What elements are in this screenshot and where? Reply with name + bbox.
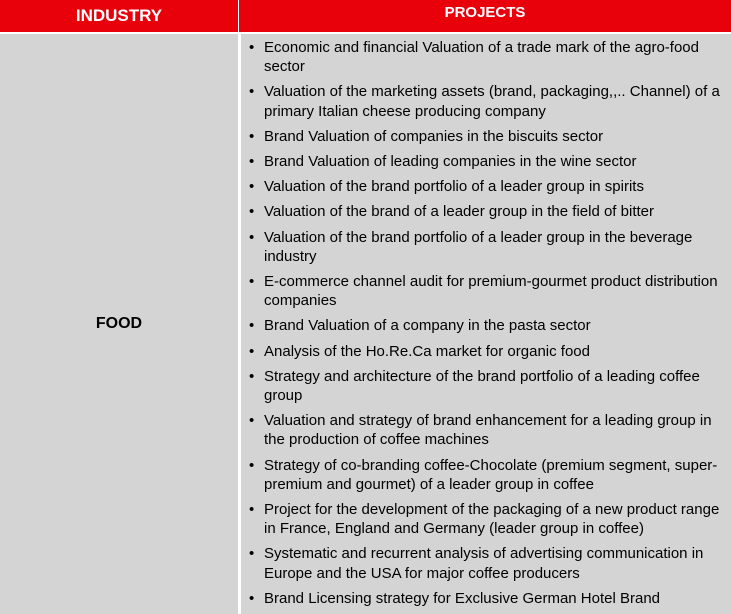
- project-text: Strategy and architecture of the brand portfolio of a leading coffee group: [264, 367, 700, 405]
- bullet-icon: •: [249, 83, 255, 101]
- project-text: Valuation of the marketing assets (brand, packaging,,.. Channel) of a primary Italian cheese producing company: [264, 83, 720, 120]
- bullet-icon: •: [249, 589, 255, 607]
- bullet-icon: •: [249, 228, 255, 246]
- project-text: Economic and financial Valuation of a trade mark of the agro-food sector: [264, 39, 699, 76]
- project-item: [247, 228, 725, 266]
- bullet-icon: •: [249, 203, 255, 221]
- project-item: [247, 316, 725, 335]
- table-row: [0, 34, 731, 614]
- project-item: [247, 152, 725, 171]
- bullet-icon: •: [249, 127, 255, 145]
- bullet-icon: •: [249, 153, 255, 171]
- bullet-icon: •: [249, 342, 255, 360]
- industry-cell: [0, 34, 238, 614]
- project-text: Strategy of co-branding coffee-Chocolate (premium segment, super-premium and gourmet) of a leader group in coffee: [264, 456, 718, 493]
- project-item: [247, 544, 725, 582]
- project-text: Analysis of the Ho.Re.Ca market for organic food: [264, 342, 590, 360]
- project-item: [247, 38, 725, 76]
- project-item: [247, 500, 725, 538]
- project-text: Brand Valuation of a company in the pasta sector: [264, 317, 591, 335]
- project-text: Brand Licensing strategy for Exclusive German Hotel Brand: [264, 589, 661, 607]
- industry-name: FOOD: [95, 315, 143, 332]
- projects-cell: [241, 34, 731, 614]
- projects-column-header: PROJECTS: [444, 4, 526, 21]
- project-item: [247, 127, 725, 146]
- project-item: [247, 82, 725, 120]
- project-text: Project for the development of the packaging of a new product range in France, England and Germany (leader group in coffee): [264, 501, 720, 538]
- project-item: [247, 589, 725, 608]
- project-list: [247, 38, 725, 608]
- bullet-icon: •: [249, 178, 255, 196]
- project-text: Brand Valuation of companies in the biscuits sector: [264, 127, 604, 145]
- bullet-icon: •: [249, 456, 255, 474]
- bullet-icon: •: [249, 545, 255, 563]
- project-text: Systematic and recurrent analysis of advertising communication in Europe and the USA for major coffee producers: [264, 545, 704, 582]
- project-item: [247, 367, 725, 405]
- bullet-icon: •: [249, 367, 255, 385]
- bullet-icon: •: [249, 412, 255, 430]
- project-text: Valuation of the brand portfolio of a leader group in the beverage industry: [264, 228, 693, 265]
- project-text: E-commerce channel audit for premium-gourmet product distribution companies: [264, 273, 718, 310]
- project-item: [247, 177, 725, 196]
- industry-column-header: INDUSTRY: [0, 0, 239, 32]
- project-item: [247, 456, 725, 494]
- bullet-icon: •: [249, 39, 255, 56]
- bullet-icon: •: [249, 501, 255, 519]
- project-text: Valuation of the brand portfolio of a leader group in spirits: [264, 178, 644, 196]
- bullet-icon: •: [249, 273, 255, 291]
- project-item: [247, 342, 725, 361]
- project-item: [247, 411, 725, 449]
- project-text: Valuation and strategy of brand enhancement for a leading group in the production of coffee machines: [264, 412, 712, 449]
- project-item: [247, 272, 725, 310]
- table-header: [0, 0, 731, 32]
- project-item: [247, 202, 725, 221]
- project-text: Valuation of the brand of a leader group in the field of bitter: [264, 203, 654, 221]
- bullet-icon: •: [249, 317, 255, 335]
- project-text: Brand Valuation of leading companies in the wine sector: [264, 153, 637, 171]
